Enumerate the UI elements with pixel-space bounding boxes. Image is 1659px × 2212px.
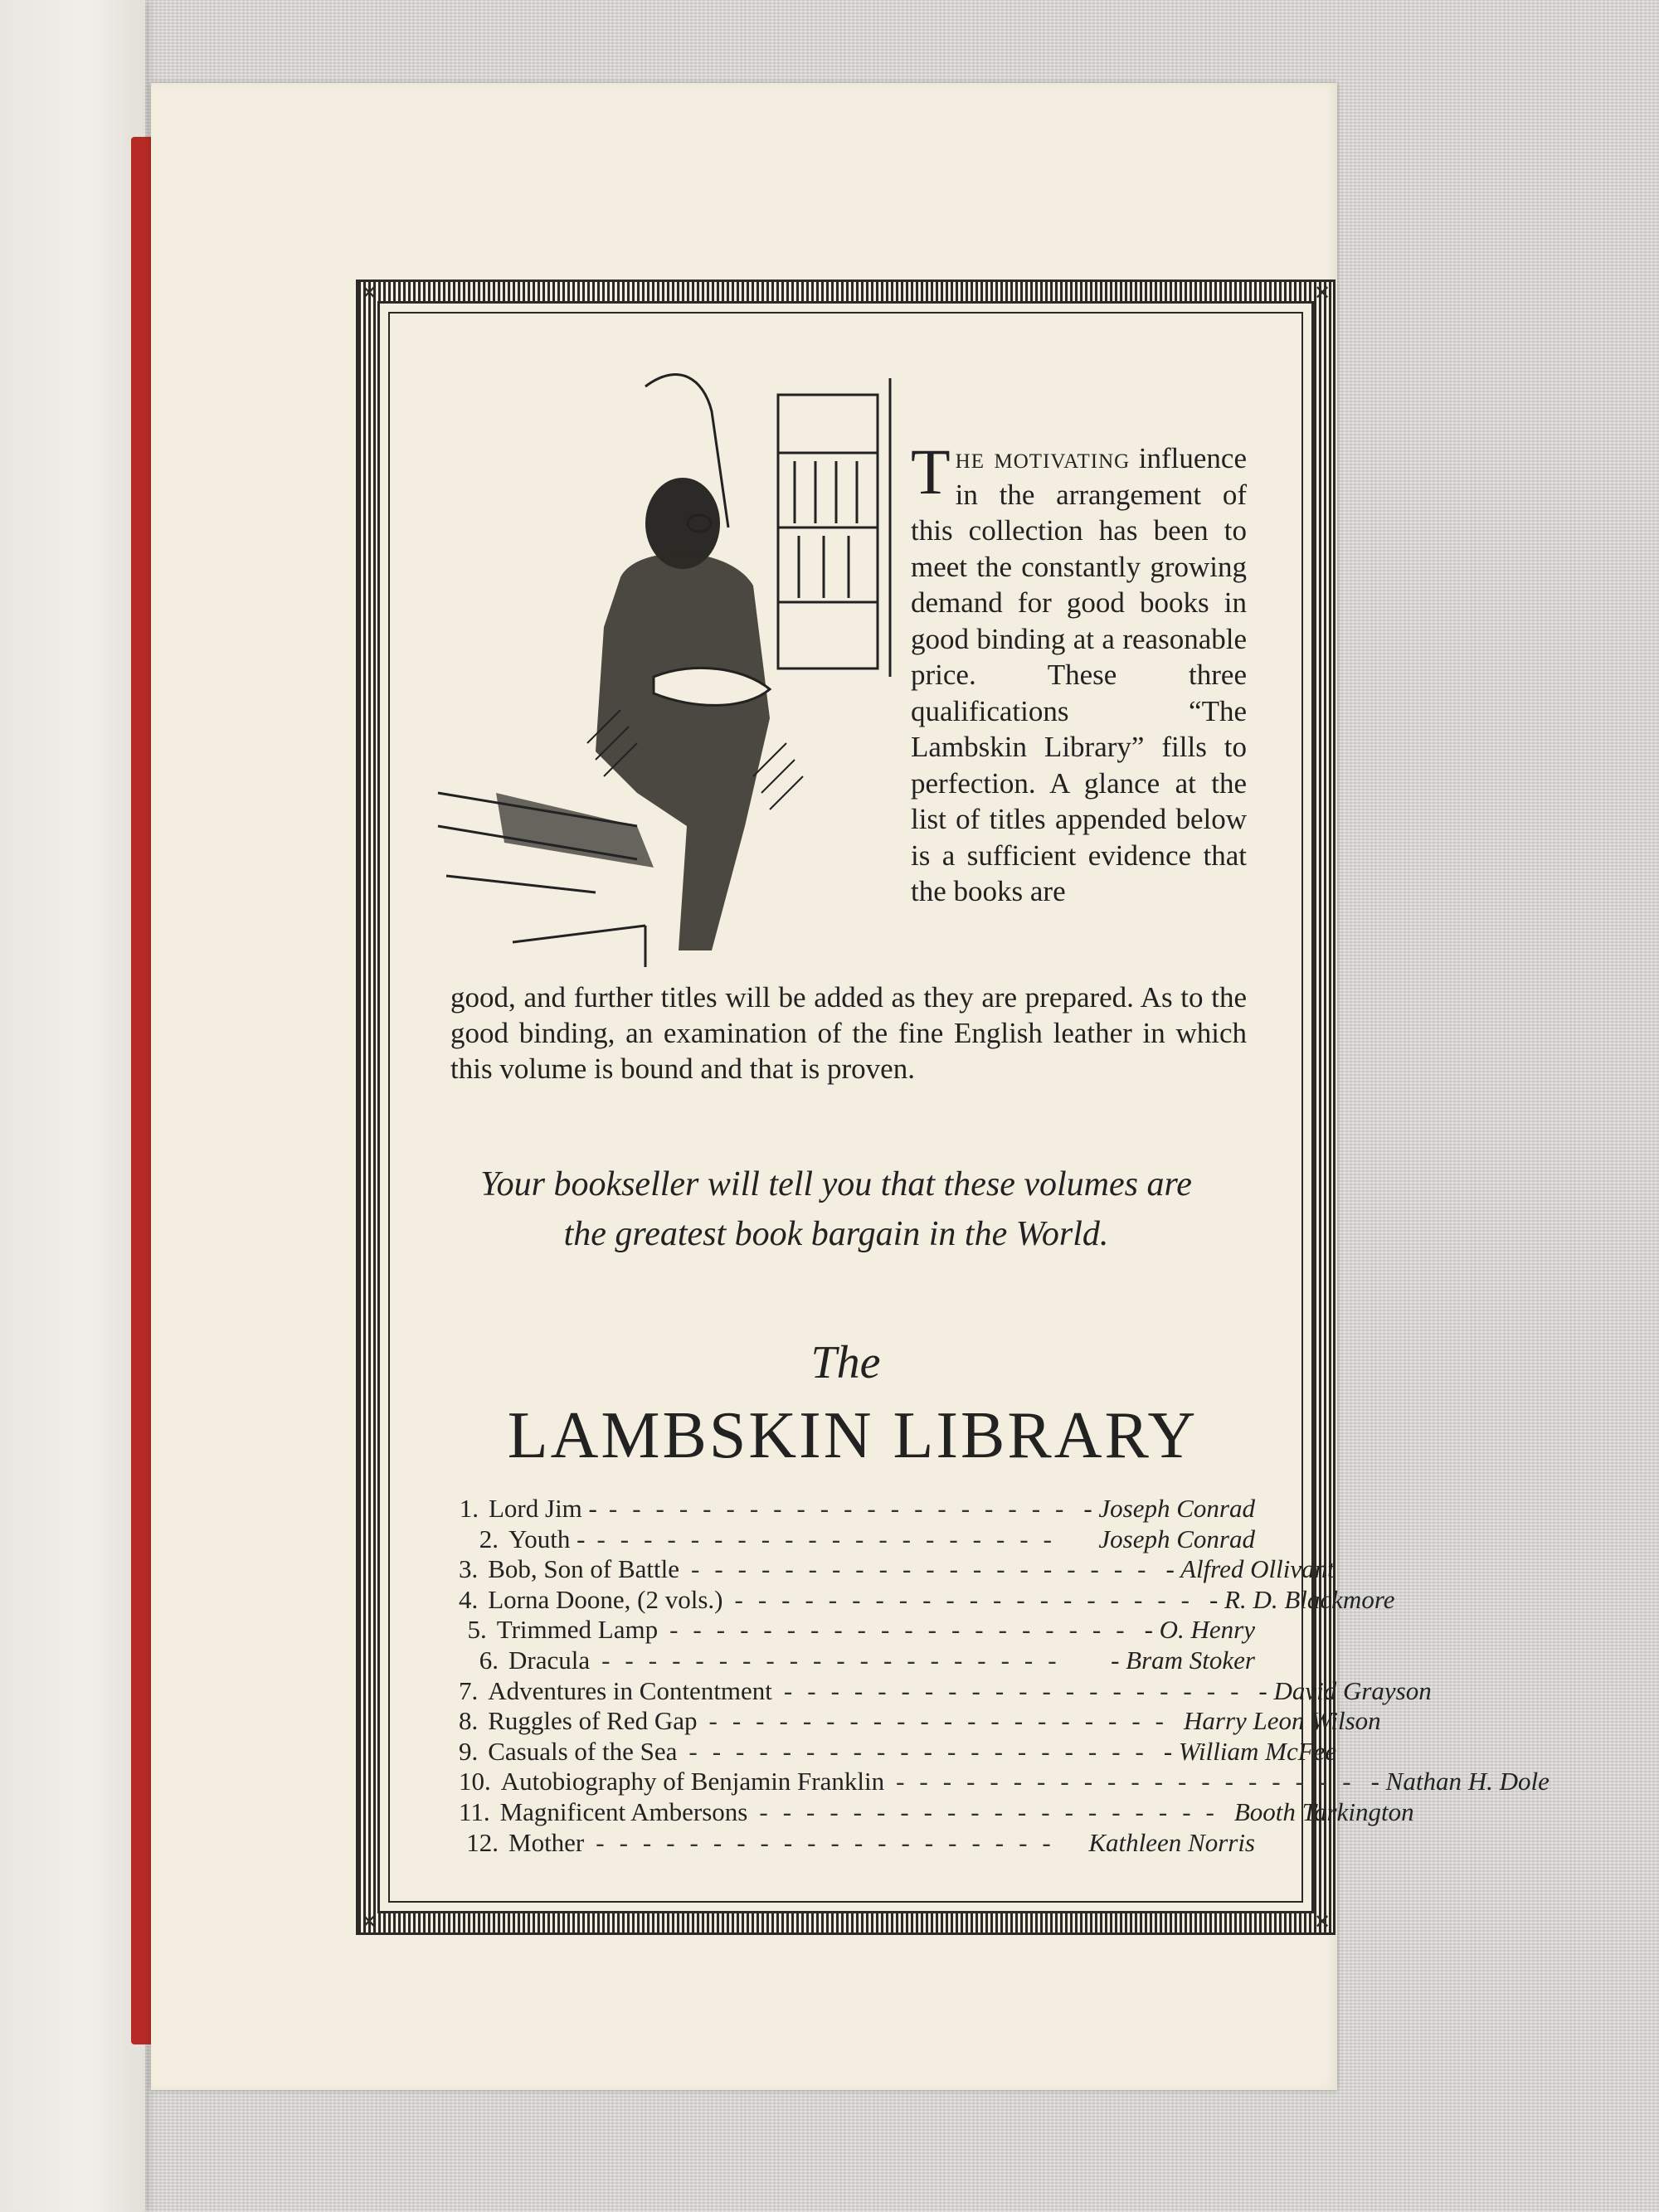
- book-title: Adventures in Contentment: [488, 1675, 772, 1705]
- item-number: 2.: [479, 1524, 499, 1553]
- book-title: Dracula: [508, 1645, 591, 1675]
- book-author: - David Grayson: [1258, 1675, 1432, 1705]
- book-page: [151, 83, 1550, 2090]
- item-number: 3.: [459, 1554, 479, 1584]
- book-author: - Bram Stoker: [1111, 1645, 1255, 1675]
- book-author: - Joseph Conrad: [1083, 1494, 1255, 1523]
- book-author: - William McFee: [1163, 1736, 1337, 1766]
- item-number: 5.: [467, 1615, 487, 1645]
- book-title: Ruggles of Red Gap: [488, 1706, 698, 1736]
- man-reading-book-illustration: [430, 362, 894, 975]
- list-item: [459, 1554, 1335, 1585]
- list-item: [459, 1706, 1381, 1737]
- book-author: - Nathan H. Dole: [1370, 1767, 1550, 1796]
- list-item: [459, 1767, 1550, 1797]
- cross-ornament-icon: ✕: [360, 281, 378, 304]
- list-item: [459, 1796, 1414, 1828]
- list-item: [459, 1675, 1432, 1707]
- item-number: 9.: [459, 1736, 479, 1766]
- leader-dashes: --------------------: [896, 1767, 1366, 1796]
- leader-dashes: --------------------: [734, 1584, 1204, 1614]
- leader-dashes: --------------------: [708, 1706, 1179, 1736]
- list-item: [459, 1646, 1255, 1676]
- item-number: 7.: [459, 1675, 479, 1705]
- book-title: Autobiography of Benjamin Franklin: [500, 1767, 885, 1796]
- book-title: Casuals of the Sea: [488, 1736, 678, 1766]
- cross-ornament-icon: ✕: [1313, 1910, 1331, 1933]
- frame-inner-rule: [388, 312, 1303, 1903]
- book-title: Lord Jim -: [489, 1494, 597, 1523]
- intro-lead-in: he motivating: [955, 442, 1131, 474]
- book-title: Lorna Doone, (2 vols.): [488, 1584, 723, 1614]
- book-author: Harry Leon Wilson: [1184, 1706, 1381, 1736]
- cross-ornament-icon: ✕: [1313, 281, 1331, 304]
- intro-paragraph: [911, 435, 1247, 910]
- book-author: Kathleen Norris: [1088, 1827, 1255, 1857]
- book-title: Bob, Son of Battle: [488, 1554, 680, 1584]
- leader-dashes: --------------------: [783, 1675, 1254, 1705]
- list-item: [459, 1584, 1395, 1616]
- item-number: 11.: [459, 1796, 490, 1826]
- cross-ornament-icon: ✕: [360, 1910, 378, 1933]
- book-author: Joseph Conrad: [1098, 1524, 1255, 1553]
- book-title: Mother: [508, 1827, 585, 1857]
- intro-body: influence in the arrangement of this collection has been to meet the constantly growing demand for good books in good binding at a reasonable price. These three qualifications “The Lambskin Library” fills to perfection. A glance at the list of titles appended below is a sufficient evidence that the books are: [911, 442, 1247, 907]
- series-title: LAMBSKIN LIBRARY: [507, 1399, 1199, 1472]
- item-number: 6.: [479, 1645, 499, 1675]
- list-item: [459, 1828, 1255, 1859]
- book-author: Booth Tarkington: [1233, 1796, 1414, 1826]
- item-number: 1.: [459, 1494, 479, 1523]
- book-title: Magnificent Ambersons: [499, 1796, 748, 1826]
- book-author: - R. D. Blackmore: [1209, 1584, 1395, 1614]
- item-number: 12.: [466, 1827, 499, 1857]
- leader-dashes: --------------------: [759, 1796, 1229, 1826]
- item-number: 10.: [459, 1767, 491, 1796]
- intro-continued: good, and further titles will be added as they are prepared. As to the good binding, an examination of the fine English leather in which this volume is bound and that is proven.: [450, 981, 1247, 1085]
- list-item: [459, 1736, 1337, 1767]
- list-item: [459, 1524, 1255, 1555]
- book-author: - Alfred Ollivant: [1165, 1554, 1335, 1584]
- book-title: Trimmed Lamp: [496, 1615, 659, 1645]
- leader-dashes: --------------------: [601, 1645, 1072, 1675]
- item-number: 8.: [459, 1706, 479, 1736]
- book-title: Youth -: [508, 1524, 586, 1553]
- titles-list: [459, 1494, 1550, 1858]
- leader-dashes: --------------------: [596, 1524, 1067, 1553]
- leader-dashes: --------------------: [691, 1554, 1161, 1584]
- leader-dashes: --------------------: [596, 1827, 1066, 1857]
- drop-cap: T: [911, 435, 951, 508]
- book-author: - O. Henry: [1144, 1615, 1255, 1645]
- decorative-frame: [358, 281, 1550, 1933]
- list-item: [459, 1494, 1255, 1524]
- leader-dashes: --------------------: [608, 1494, 1079, 1523]
- series-the: The: [810, 1337, 881, 1388]
- item-number: 4.: [459, 1584, 479, 1614]
- list-item: [459, 1615, 1255, 1646]
- facing-page: [0, 0, 145, 2212]
- leader-dashes: --------------------: [669, 1615, 1140, 1645]
- tagline: Your bookseller will tell you that these volumes are the greatest book bargain in the World.: [480, 1165, 1192, 1253]
- leader-dashes: --------------------: [688, 1736, 1159, 1766]
